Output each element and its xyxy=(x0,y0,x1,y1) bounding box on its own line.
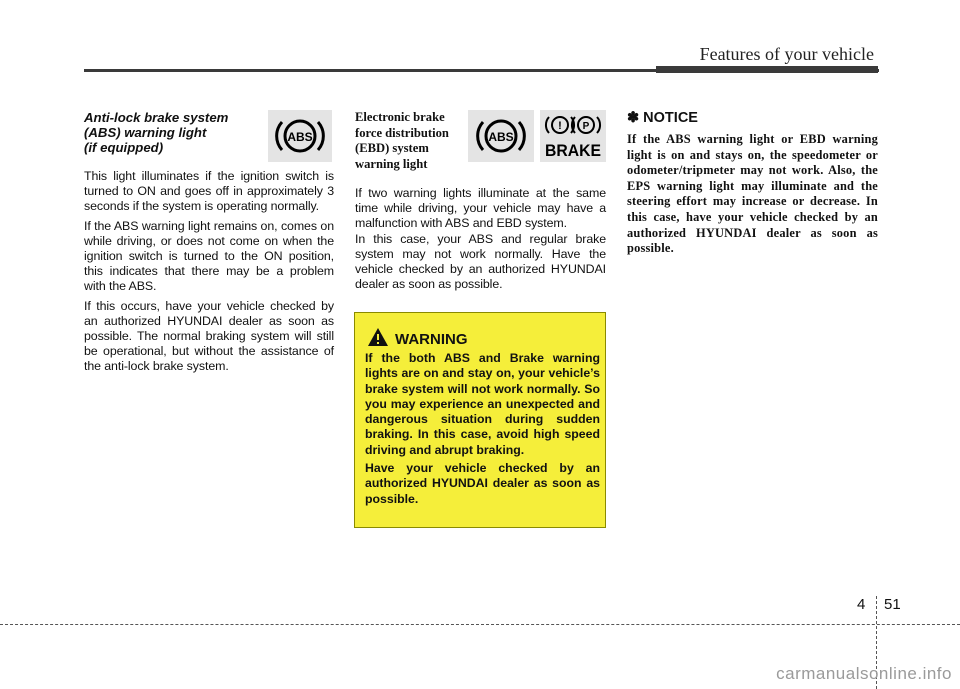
abs-icon-box xyxy=(268,110,332,162)
warning-triangle-icon xyxy=(367,327,389,347)
page-header-title: Features of your vehicle xyxy=(699,44,874,64)
warning-body xyxy=(365,351,600,510)
warning-paragraph: If the both ABS and Brake warning lights are on and stay on, your vehicle’s brake system will not work normally. So you may experience an unexpected and dangerous situation during sudden braking. In this case, avoid high speed driving and abrupt braking. xyxy=(365,351,600,457)
header-rule-accent xyxy=(656,66,878,73)
chapter-number: 4 xyxy=(857,596,866,613)
ebd-paragraph: In this case, your ABS and regular brake system may not work normally. Have the vehicle checked by an authorized HYUNDAI dealer as soon as possible. xyxy=(355,231,606,292)
ebd-paragraph: If two warning lights illuminate at the same time while driving, your vehicle may have a malfunction with ABS and EBD system. xyxy=(355,186,606,231)
notice-body: If the ABS warning light or EBD warning light is on and stays on, the speedometer or odometer/tripmeter may not work. Also, the EPS warning light may illuminate and the steering effort may increase or decrease. In this case, have your vehicle checked by an authorized HYUNDAI dealer as soon as possible. xyxy=(627,132,878,256)
ebd-abs-icon-text: ABS xyxy=(488,130,514,144)
brake-p-text: P xyxy=(582,121,590,132)
abs-paragraph: If this occurs, have your vehicle checked by an authorized HYUNDAI dealer as soon as possible. The normal braking system will still be operational, but without the assistance of the anti-lock brake system. xyxy=(84,298,334,374)
ebd-title-line: force distribution xyxy=(355,125,449,140)
brake-icon-text: BRAKE xyxy=(545,141,601,160)
ebd-title-line: (EBD) system xyxy=(355,141,429,155)
brake-warning-icon xyxy=(540,110,606,162)
notice-heading: ✽ NOTICE xyxy=(627,110,698,126)
abs-title-line: Anti-lock brake system xyxy=(84,110,229,125)
abs-icon-text: ABS xyxy=(287,130,313,144)
abs-section-title xyxy=(84,110,264,155)
ebd-title-line: Electronic brake xyxy=(355,110,445,124)
page-number: 51 xyxy=(884,596,901,613)
ebd-section-title xyxy=(355,110,465,172)
brake-icon-box xyxy=(540,110,606,162)
warning-heading: WARNING xyxy=(395,331,468,348)
abs-paragraph: If the ABS warning light remains on, comes on while driving, or does not come on when the ignition switch is turned to the ON position, this indicates that there may be a problem with the ABS. xyxy=(84,218,334,294)
abs-paragraph: This light illuminates if the ignition switch is turned to ON and goes off in approximately 3 seconds if the system is operating normally. xyxy=(84,169,334,214)
abs-title-line: (if equipped) xyxy=(84,140,164,155)
abs-warning-icon xyxy=(468,110,534,162)
ebd-abs-icon-box xyxy=(468,110,534,162)
ebd-title-line: warning light xyxy=(355,156,428,171)
notice-section xyxy=(627,110,878,257)
abs-title-line: (ABS) warning light xyxy=(84,125,207,140)
warning-box xyxy=(354,312,606,528)
brake-excl-text: ! xyxy=(558,120,562,132)
warning-paragraph: Have your vehicle checked by an authorized HYUNDAI dealer as soon as possible. xyxy=(365,461,600,506)
footer-rule xyxy=(0,624,960,625)
watermark: carmanualsonline.info xyxy=(776,664,952,683)
abs-warning-icon xyxy=(268,110,332,162)
